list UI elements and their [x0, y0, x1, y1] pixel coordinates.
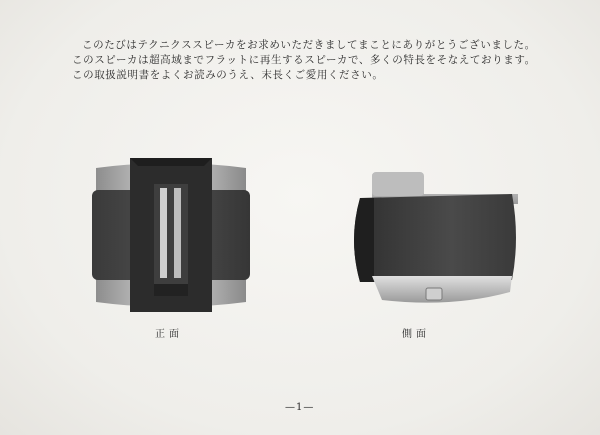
- intro-line-3: この取扱説明書をよくお読みのうえ、末長くご愛用ください。: [72, 69, 384, 81]
- speaker-front-view-illustration: [92, 156, 250, 314]
- page-number: —1—: [285, 402, 315, 413]
- intro-line-1: このたびはテクニクススピーカをお求めいただきましてまことにありがとうございました。: [82, 39, 536, 51]
- side-view-caption: 側面: [402, 329, 430, 340]
- speaker-side-view-illustration: [342, 168, 520, 310]
- intro-paragraph: [72, 38, 542, 83]
- intro-line-2: このスピーカは超高域までフラットに再生するスピーカで、多くの特長をそなえております。: [72, 54, 536, 66]
- front-view-caption: 正面: [155, 329, 183, 340]
